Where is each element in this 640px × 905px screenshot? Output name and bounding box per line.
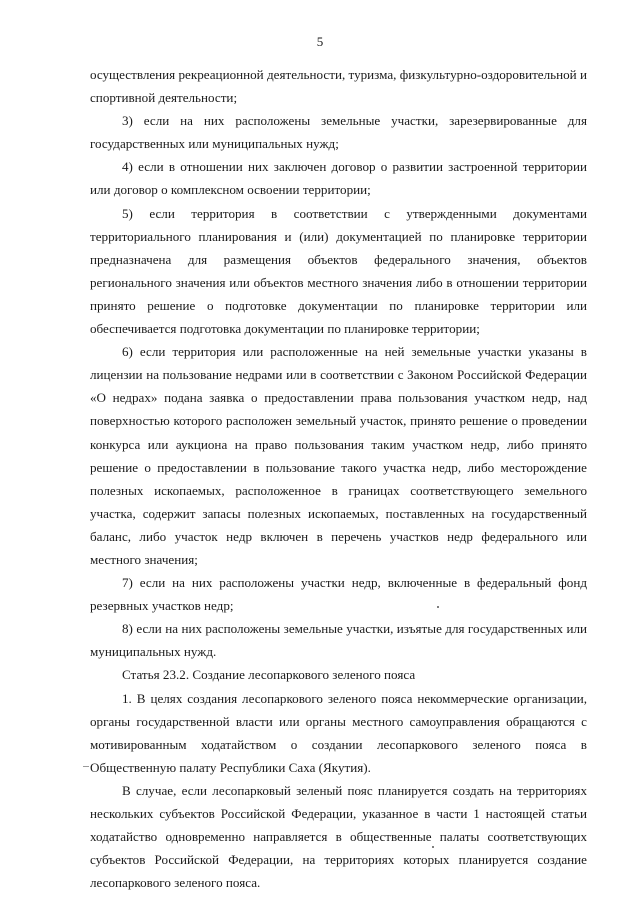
article-heading: Статья 23.2. Создание лесопаркового зеленого пояса [122, 667, 416, 683]
paragraph-item-7: 7) если на них расположены участки недр, включенные в федеральный фонд резервных участков недр; [90, 575, 587, 614]
scan-speck [437, 606, 439, 608]
paragraph-item-5: 5) если территория в соответствии с утвержденными документами территориального планирования и (или) документацией по планировке территории предназначена для размещения объектов федерального значения, объектов регионального значения или объектов местного значения либо в отношении территории принято решение о подготовке документации по планировке территории или обеспечивается подготовка документации по планировке территории; [90, 205, 587, 337]
paragraph-part-1: 1. В целях создания лесопаркового зеленого пояса некоммерческие организации, органы государственной власти или органы местного самоуправления обращаются с мотивированным ходатайством о создании лесопаркового зеленого пояса в Общественную палату Республики Саха (Якутия). [90, 690, 587, 775]
paragraph-item-8: 8) если на них расположены земельные участки, изъятые для государственных или муниципальных нужд. [90, 621, 587, 660]
document-body [90, 63, 587, 894]
scan-speck [432, 846, 434, 848]
paragraph-item-6: 6) если территория или расположенные на ней земельные участки указаны в лицензии на пользование недрами или в соответствии с Законом Российской Федерации «О недрах» подана заявка о предоставлении права пользования участком недр, над поверхностью которого расположен земельный участок, принято решение о проведении конкурса или аукциона на право пользования таким участком недр, либо принято решение о предоставлении в пользование такого участка недр, либо месторождение полезных ископаемых, расположенное в границах соответствующего земельного участка, содержит запасы полезных ископаемых, поставленных на государственный баланс, либо участок недр включен в перечень участков недр федерального или местного значения; [90, 344, 587, 567]
paragraph-item-4: 4) если в отношении них заключен договор о развитии застроенной территории или договор о комплексном освоении территории; [90, 159, 587, 198]
page-number: 5 [316, 34, 324, 49]
scan-speck [83, 766, 89, 767]
paragraph-continuation: осуществления рекреационной деятельности, туризма, физкультурно-оздоровительной и спортивной деятельности; [90, 67, 587, 106]
paragraph-part-2: В случае, если лесопарковый зеленый пояс планируется создать на территориях нескольких субъектов Российской Федерации, указанное в части 1 настоящей статьи ходатайство одновременно направляется в общественные палаты соответствующих субъектов Российской Федерации, на территориях которых планируется создание лесопаркового зеленого пояса. [90, 782, 587, 891]
paragraph-item-3: 3) если на них расположены земельные участки, зарезервированные для государственных или муниципальных нужд; [90, 113, 587, 152]
